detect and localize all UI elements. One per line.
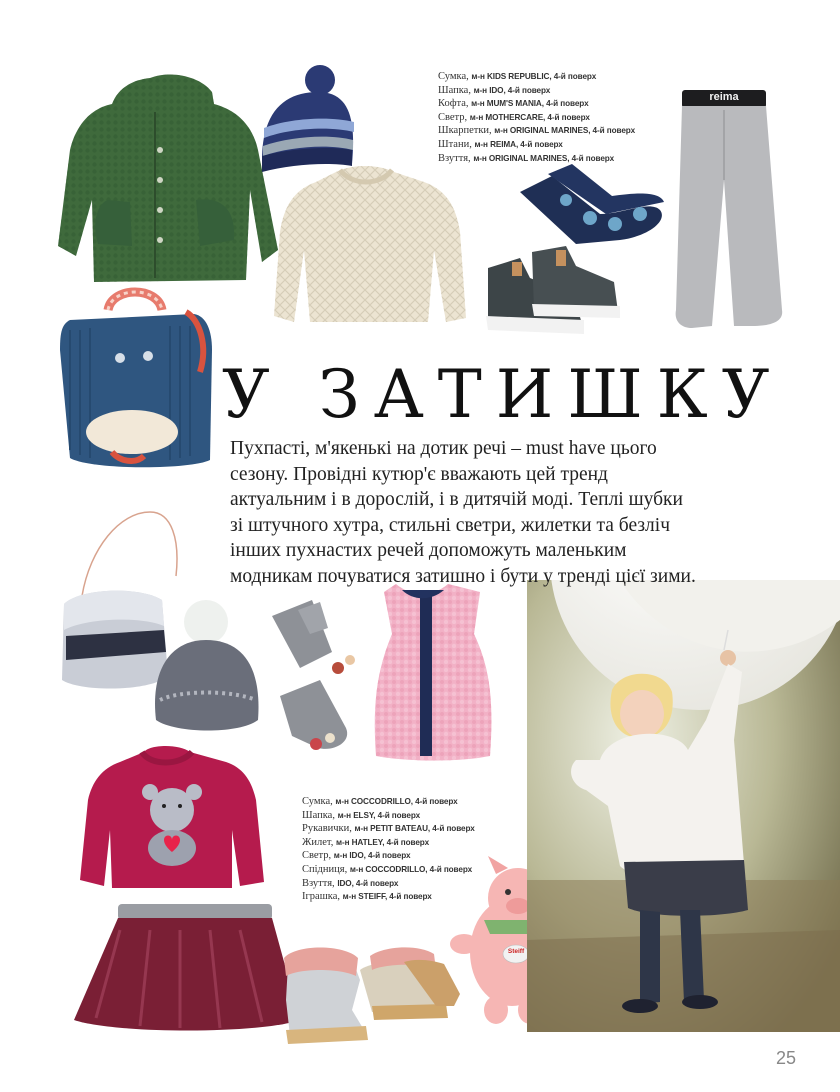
credit-row: Іграшка, м-н STEIFF, 4-й поверх xyxy=(302,891,432,903)
credit-row: Рукавички, м-н PETIT BATEAU, 4-й поверх xyxy=(302,823,475,835)
credit-row: Сумка, м-н COCCODRILLO, 4-й поверх xyxy=(302,796,458,807)
pants-brand-label: reima xyxy=(709,91,739,103)
credits-top xyxy=(438,70,635,165)
teddy-sweater-image xyxy=(80,746,264,888)
grey-pants-image xyxy=(676,90,783,328)
lead-paragraph: Пухпасті, м'якенькі на дотик речі – must have цього сезону. Провідні кутюр'є вважають цей тренд актуальним і в дорослій, і в дитячій моді. Теплі шубки зі штучного хутра, стильні светри, жилетки та безліч інших пухнастих речей допоможуть маленьким модникам почуватися затишно і бути у тренді цієї зими. xyxy=(230,438,696,587)
page-headline: У ЗАТИШКУ xyxy=(222,356,784,433)
dark-sneakers-image xyxy=(486,246,620,334)
credit-row: Шапка, м-н IDO, 4-й поверх xyxy=(438,84,551,96)
velvet-skirt-image xyxy=(74,904,300,1031)
grey-mittens-image xyxy=(272,600,355,750)
backpack-image xyxy=(60,292,212,467)
credit-row: Светр, м-н IDO, 4-й поверх xyxy=(302,850,411,862)
pink-vest-image xyxy=(375,584,492,761)
page-number: 25 xyxy=(776,1048,797,1068)
credit-row: Жилет, м-н HATLEY, 4-й поверх xyxy=(302,836,430,848)
credit-row: Взуття, IDO, 4-й поверх xyxy=(302,877,399,889)
fur-bag-image xyxy=(62,512,177,689)
credits-bottom xyxy=(302,795,475,904)
credit-row: Светр, м-н MOTHERCARE, 4-й поверх xyxy=(438,111,590,123)
fur-beanie-image xyxy=(155,600,258,731)
toy-tag-label: Steiff xyxy=(507,948,525,955)
cream-sweater-image xyxy=(274,166,466,322)
green-coat-image xyxy=(58,74,278,282)
navy-socks-image xyxy=(520,164,664,244)
credit-row: Взуття, м-н ORIGINAL MARINES, 4-й поверх xyxy=(438,152,615,164)
striped-beanie-image xyxy=(262,65,354,172)
credit-row: Кофта, м-н MUM'S MANIA, 4-й поверх xyxy=(438,98,589,110)
credit-row: Спідниця, м-н COCCODRILLO, 4-й поверх xyxy=(302,863,473,875)
credit-row: Шапка, м-н ELSY, 4-й поверх xyxy=(302,809,421,821)
silver-boots-image xyxy=(284,947,460,1044)
credit-row: Сумка, м-н KIDS REPUBLIC, 4-й поверх xyxy=(438,71,597,82)
credit-row: Шкарпетки, м-н ORIGINAL MARINES, 4-й поверх xyxy=(438,125,636,137)
credit-row: Штани, м-н REIMA, 4-й поверх xyxy=(438,138,563,150)
